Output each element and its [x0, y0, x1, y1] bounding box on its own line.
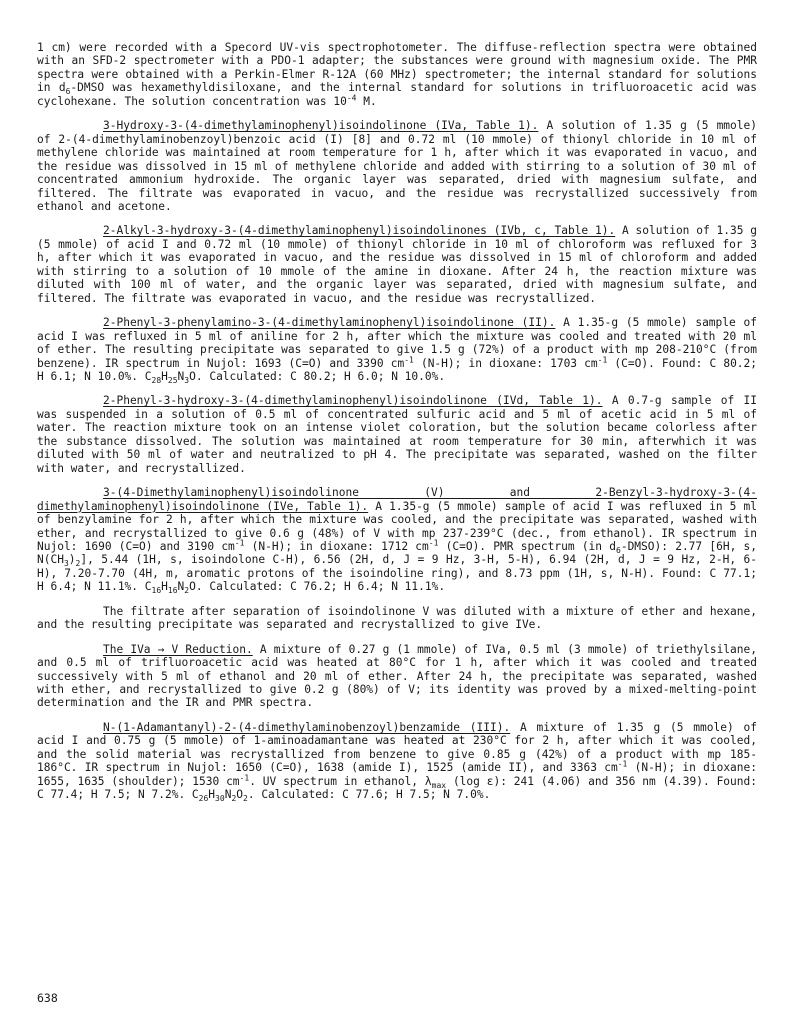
page-number: 638: [37, 991, 58, 1005]
paragraph-iva: 3-Hydroxy-3-(4-dimethylaminophenyl)isoindolinone (IVa, Table 1). A solution of 1.35 g (5 mmole) of 2-(4-dimethylaminobenzoyl)benzoic acid (I) [8] and 0.72 ml (10 mmole) of thionyl chloride in 10 ml of methylene chloride was maintained at room temperature for 1 h, after which it was evaporated in vacuo, and the residue was dissolved in 15 ml of methylene chloride and added with stirring to a solution of 30 ml of concentrated ammonium hydroxide. The organic layer was separated, dried with magnesium sulfate, and filtered. The filtrate was evaporated in vacuo, and the residue was recrystallized successively from ethanol and acetone.: [37, 119, 757, 213]
paragraph-filtrate: The filtrate after separation of isoindolinone V was diluted with a mixture of ether and hexane, and the resulting precipitate was separated and recrystallized to give IVe.: [37, 604, 757, 632]
section-heading: The IVa → V Reduction.: [103, 642, 253, 656]
section-heading: 2-Phenyl-3-phenylamino-3-(4-dimethylaminophenyl)isoindolinone (II).: [103, 316, 556, 330]
paragraph-compound-v-ive: 3-(4-Dimethylaminophenyl)isoindolinone (V) and 2-Benzyl-3-hydroxy-3-(4-dimethylaminophenyl)isoindolinone (IVe, Table 1). A 1.35-g (5 mmole) sample of acid I was refluxed in 5 ml of benzylamine for 2 h, after which the mixture was cooled, and the precipitate was separated, washed with ether, and recrystallized to give 0.6 g (48%) of V with mp 237-239°C (dec., from ethanol). IR spectrum in Nujol: 1690 (C=O) and 3190 $cm^{-1}$ (N-H); in dioxane: 1712 $cm^{-1}$ (C=O). PMR spectrum (in $d_6-DMSO$): 2.77 [6H, s, $N(CH_3)_2$], 5.44 (1H, s, isoindolone C-H), 6.56 (2H, d, J = 9 Hz, 3-H, 5-H), 6.94 (2H, d, J = 9 Hz, 2-H, 6-H), 7.20-7.70 (4H, m, aromatic protons of the isoindoline ring), and 8.73 ppm (1H, s, N-H). Found: C 77.1; H 6.4; N 11.1%. $C_{16}H_{16}N_2O$. Calculated: C 76.2; H 6.4; N 11.1%.: [37, 486, 758, 596]
paragraph-instruments: 1 cm) were recorded with a Specord UV-vis spectrophotometer. The diffuse-reflection spectra were obtained with an SFD-2 spectrometer with a PDO-1 adapter; the substances were ground with magnesium oxide. The PMR spectra were obtained with a Perkin-Elmer R-12A (60 MHz) spectrometer; the internal standard for solutions in $d_6$-DMSO was hexamethyldisiloxane, and the internal standard for solutions in trifluoroacetic acid was cyclohexane. The solution concentration was $10^{-4}$ M.: [37, 41, 757, 108]
paragraph-reduction: The IVa → V Reduction. A mixture of 0.27 g (1 mmole) of IVa, 0.5 ml (3 mmole) of triethylsilane, and 0.5 ml of trifluoroacetic acid was heated at 80°C for 1 h, after which it was cooled and treated successively with 5 ml of ethanol and 20 ml of ether. After 24 h, the precipitate was separated, washed with ether, and recrystallized to give 0.2 g (80%) of V; its identity was proved by a mixed-melting-point determination and the IR and PMR spectra.: [37, 642, 757, 710]
body-text: [37, 41, 757, 802]
paragraph-ivb-ivc: 2-Alkyl-3-hydroxy-3-(4-dimethylaminophenyl)isoindolinones (IVb, c, Table 1). A solution of 1.35 g (5 mmole) of acid I and 0.72 ml (10 mmole) of thionyl chloride in 10 ml of chloroform was refluxed for 3 h, after which it was evaporated in vacuo, and the residue was dissolved in 15 ml of chloroform and added with stirring to a solution of 10 mmole of the amine in dioxane. After 24 h, the reaction mixture was diluted with 100 ml of water, and the organic layer was separated, dried with magnesium sulfate, and filtered. The filtrate was evaporated in vacuo, and the residue was recrystallized.: [37, 224, 757, 305]
section-heading: 3-Hydroxy-3-(4-dimethylaminophenyl)isoindolinone (IVa, Table 1).: [103, 119, 539, 133]
section-heading: 2-Phenyl-3-hydroxy-3-(4-dimethylaminophenyl)isoindolinone (IVd, Table 1).: [103, 394, 603, 408]
paragraph-compound-ii: 2-Phenyl-3-phenylamino-3-(4-dimethylaminophenyl)isoindolinone (II). A 1.35-g (5 mmole) sample of acid I was refluxed in 5 ml of aniline for 2 h, after which the mixture was cooled and treated with 20 ml of ether. The resulting precipitate was separated to give 1.5 g (72%) of a product with mp 208-210°C (from benzene). IR spectrum in Nujol: 1693 (C=O) and 3390 $cm^{-1}$ (N-H); in dioxane: 1703 $cm^{-1}$ (C=O). Found: C 80.2; H 6.1; N 10.0%. $C_{28}H_{25}N_3O$. Calculated: C 80.2; H 6.0; N 10.0%.: [37, 316, 758, 386]
paragraph-ivd: 2-Phenyl-3-hydroxy-3-(4-dimethylaminophenyl)isoindolinone (IVd, Table 1). A 0.7-g sample of II was suspended in a solution of 0.5 ml of concentrated sulfuric acid and 5 ml of acetic acid in 5 ml of water. The reaction mixture took on an intense violet coloration, but the solution became colorless after the substance dissolved. The solution was maintained at room temperature for 30 min, afterwhich it was diluted with 50 ml of water and neutralized to pH 4. The precipitate was separated, washed on the filter with water, and recrystallized.: [37, 394, 757, 475]
paragraph-compound-iii: N-(1-Adamantanyl)-2-(4-dimethylaminobenzoyl)benzamide (III). A mixture of 1.35 g (5 mmole) of acid I and 0.75 g (5 mmole) of 1-aminoadamantane was heated at 230°C for 2 h, after which it was cooled, and the solid material was recrystallized from benzene to give 0.85 g (42%) of a product with mp 185-186°C. IR spectrum in Nujol: 1650 (C=O), 1638 (amide I), 1525 (amide II), and 3363 $cm^{-1}$ (N-H); in dioxane: 1655, 1635 (shoulder); 1530 $cm^{-1}$. UV spectrum in ethanol, $\lambda_{max}$ (log ε): 241 (4.06) and 356 nm (4.39). Found: C 77.4; H 7.5; N 7.2%. $C_{26}H_{30}N_2O_2$. Calculated: C 77.6; H 7.5; N 7.0%.: [37, 720, 757, 804]
section-heading: N-(1-Adamantanyl)-2-(4-dimethylaminobenzoyl)benzamide (III).: [103, 720, 511, 734]
section-heading: 3-(4-Dimethylaminophenyl)isoindolinone (V) and 2-Benzyl-3-hydroxy-3-(4-dimethylaminophenyl)isoindolinone (IVe, Table 1).: [37, 486, 757, 513]
section-heading: 2-Alkyl-3-hydroxy-3-(4-dimethylaminophenyl)isoindolinones (IVb, c, Table 1).: [103, 224, 616, 238]
